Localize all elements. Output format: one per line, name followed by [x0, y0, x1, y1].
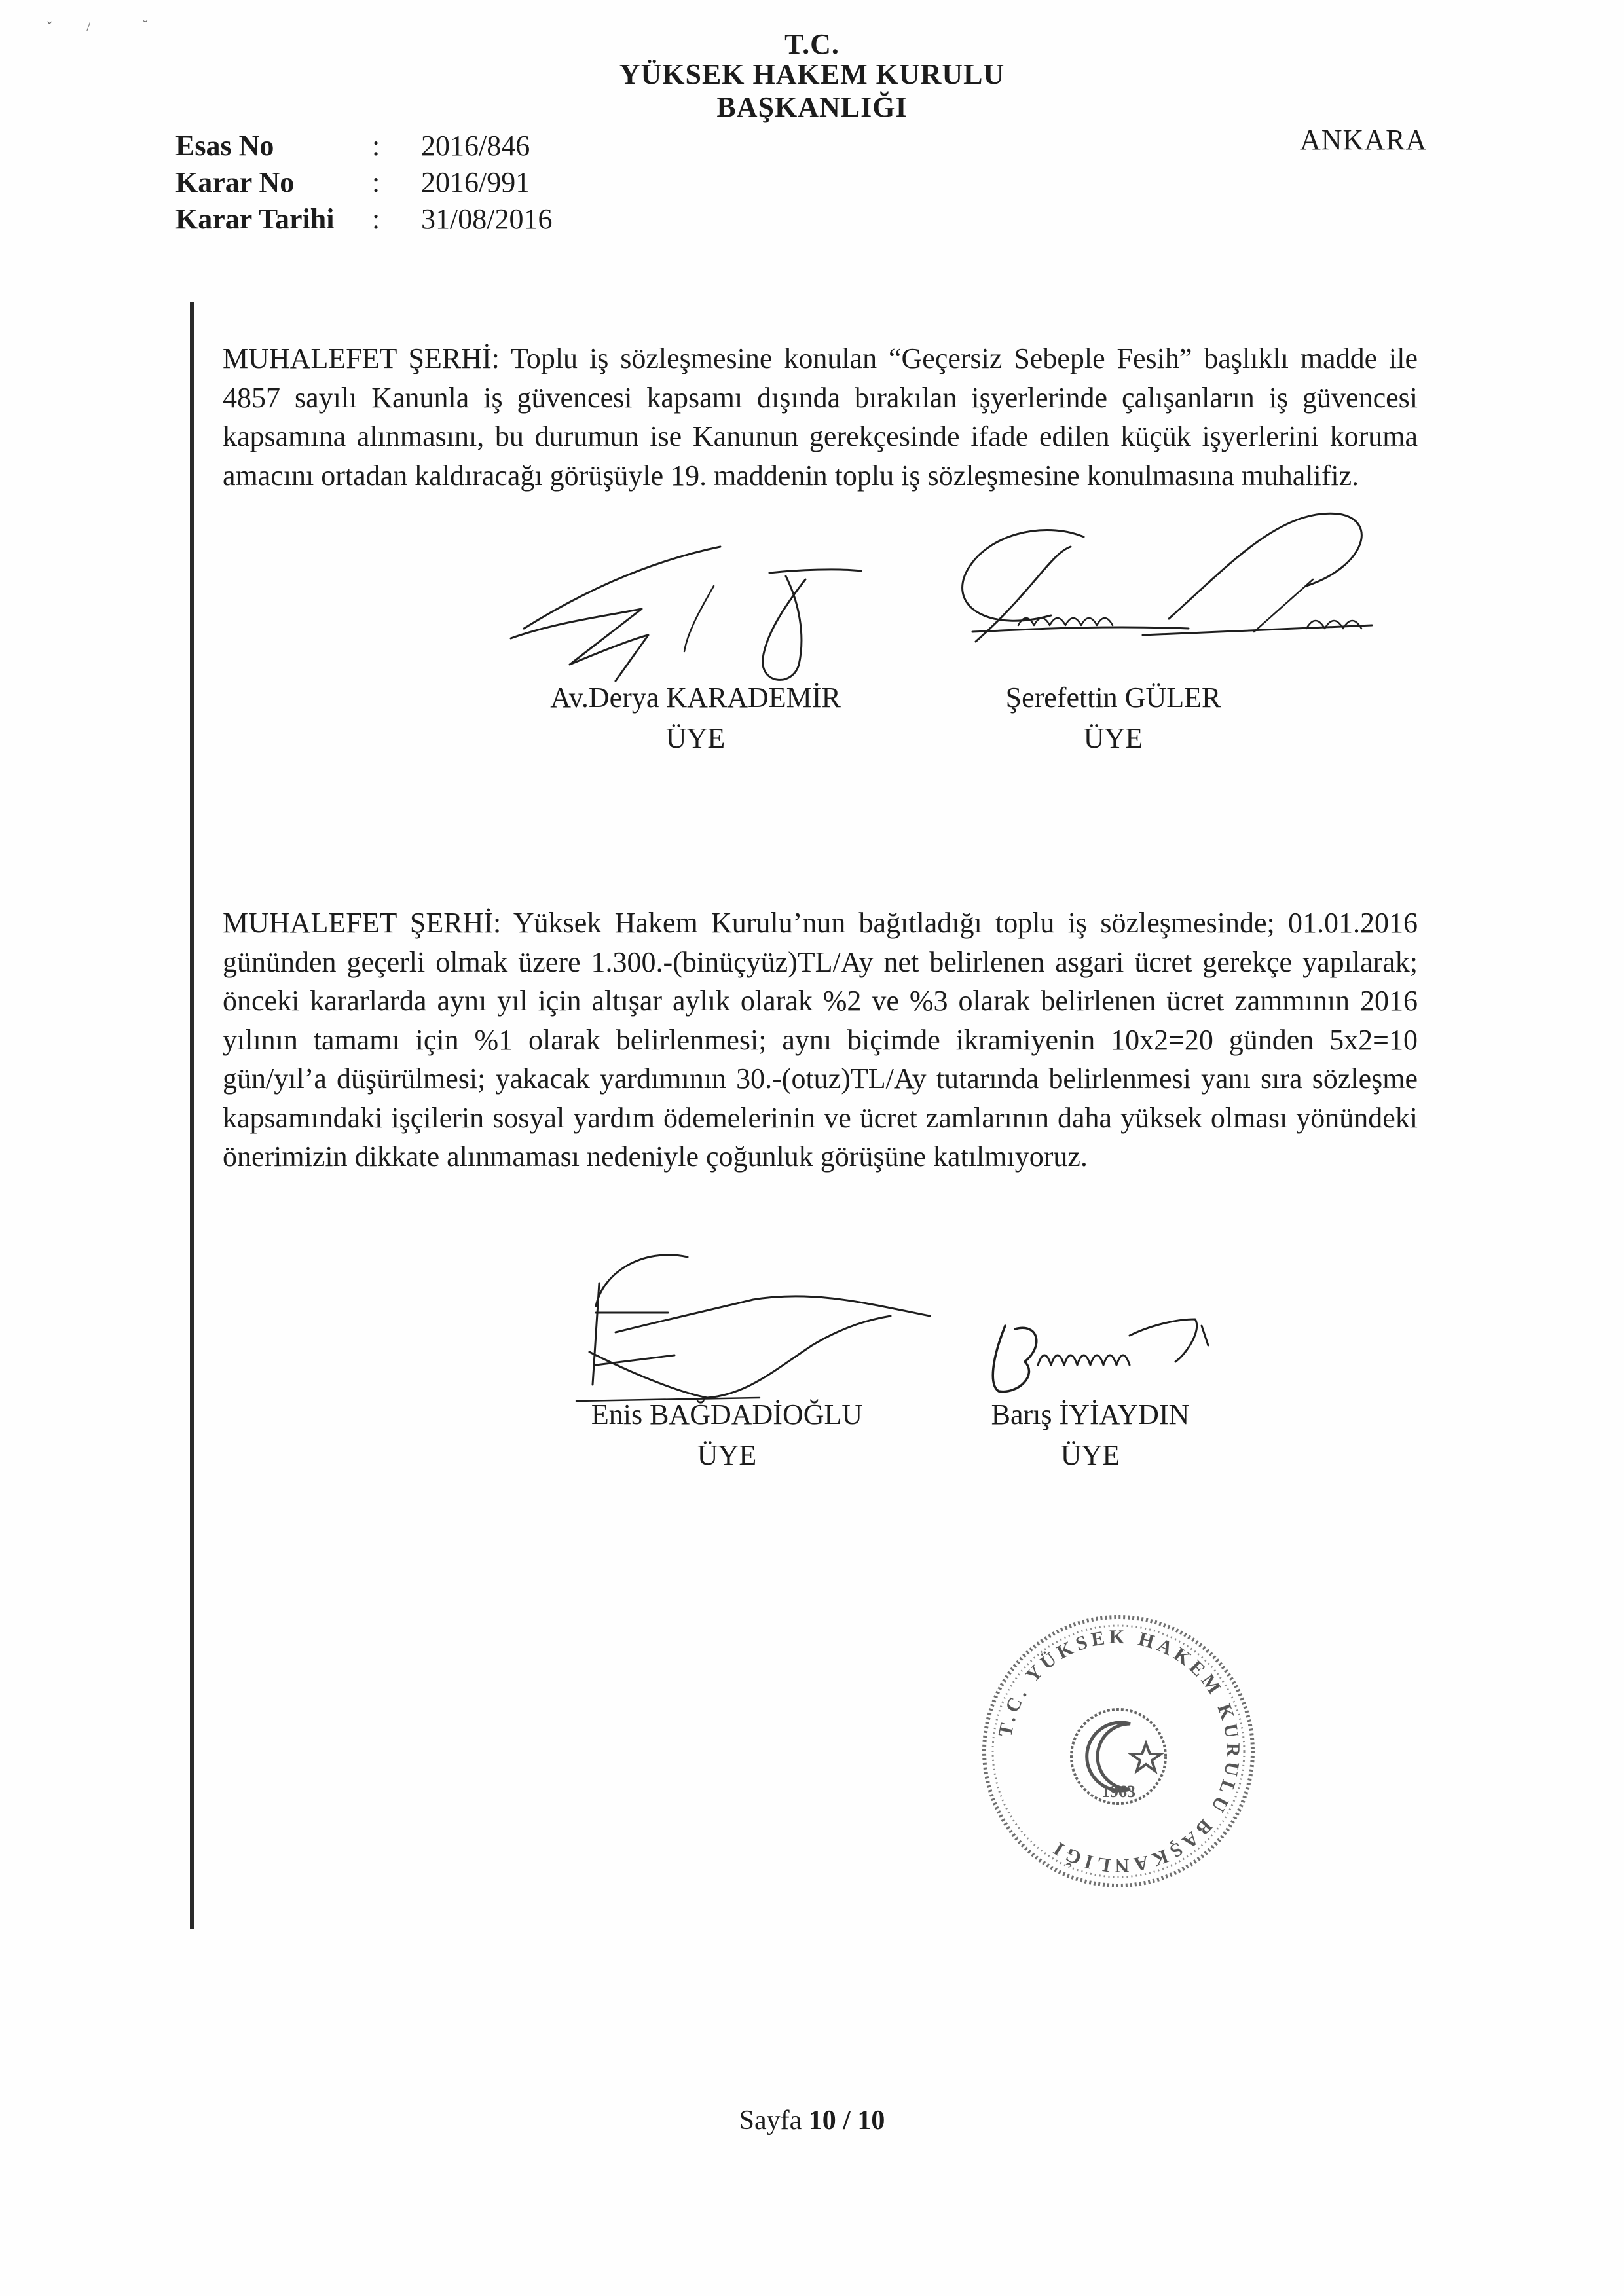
signature-karademir [498, 524, 864, 701]
scan-speck: ˇ [47, 18, 52, 35]
meta-row-karar [175, 164, 552, 201]
header-country: T.C. [784, 28, 840, 60]
meta-value: 31/08/2016 [421, 203, 553, 235]
header-city: ANKARA [1300, 124, 1428, 156]
signatory-3 [550, 1394, 904, 1476]
dissent-paragraph-1: MUHALEFET ŞERHİ: Toplu iş sözleşmesine konulan “Geçersiz Sebeple Fesih” başlıklı madde ile 4857 sayılı Kanunla iş güvencesi kapsamı dışında bırakılan işyerlerinde çalışanların iş güvencesi kapsamına alınmasını, bu durumun ise Kanunun gerekçesinde ifade edilen küçük işyerlerini koruma amacını ortadan kaldıracağı görüşüyle 19. maddenin toplu iş sözleşmesine konulmasına muhalifiz. [223, 342, 1418, 492]
signatory-role: ÜYE [665, 722, 726, 754]
margin-line [190, 302, 194, 1929]
official-seal [974, 1607, 1263, 1895]
signature-guler [913, 494, 1395, 697]
signatory-name: Av.Derya KARADEMİR [550, 682, 841, 714]
meta-value: 2016/991 [421, 166, 530, 198]
meta-colon: : [372, 166, 380, 198]
signatory-name: Enis BAĞDADİOĞLU [591, 1398, 863, 1430]
signatory-role: ÜYE [697, 1439, 757, 1471]
meta-row-tarih [175, 201, 552, 238]
signature-bagdadioglu [563, 1241, 936, 1411]
meta-value: 2016/846 [421, 130, 530, 162]
seal-text [994, 1626, 1244, 1876]
meta-label: Esas No [175, 130, 274, 162]
scan-speck: ˇ [143, 17, 148, 33]
signatory-name: Şerefettin GÜLER [1005, 682, 1221, 714]
signatory-name: Barış İYİAYDIN [991, 1398, 1190, 1430]
signature-iyiaydin [979, 1300, 1234, 1404]
meta-label: Karar Tarihi [175, 203, 335, 235]
seal-text-path: T.C. YÜKSEK HAKEM KURULU BAŞKANLIĞI [994, 1626, 1244, 1877]
signatory-1 [512, 678, 879, 759]
header-department: BAŞKANLIĞI [716, 91, 908, 123]
header-organization: YÜKSEK HAKEM KURULU [619, 58, 1005, 90]
meta-colon: : [372, 203, 380, 235]
page-footer [0, 2105, 1624, 2136]
meta-colon: : [372, 130, 380, 162]
meta-label: Karar No [175, 166, 295, 198]
signatory-4 [913, 1394, 1267, 1476]
signatory-role: ÜYE [1083, 722, 1143, 754]
seal-year: 1963 [1101, 1782, 1135, 1801]
meta-row-esas [175, 128, 552, 164]
signatory-2 [936, 678, 1290, 759]
footer-prefix: Sayfa [739, 2105, 802, 2136]
page-number: 10 / 10 [808, 2105, 885, 2136]
signatory-role: ÜYE [1060, 1439, 1120, 1471]
case-meta [175, 128, 552, 238]
scan-speck: / [86, 18, 91, 35]
dissent-paragraph-2: MUHALEFET ŞERHİ: Yüksek Hakem Kurulu’nun bağıtladığı toplu iş sözleşmesinde; 01.01.2016 gününden geçerli olmak üzere 1.300.-(binüçyüz)TL/Ay net belirlenen asgari ücret gerekçe yapılarak; önceki kararlarda aynı yıl için altışar aylık olarak %2 ve %3 olarak belirlenen ücret zammının 2016 yılının tamamı için %1 olarak belirlenmesi; aynı biçimde ikramiyenin 10x2=20 günden 5x2=10 gün/yıl’a düşürülmesi; yakacak yardımının 30.-(otuz)TL/Ay tutarında belirlenmesi yanı sıra sözleşme kapsamındaki işçilerin sosyal yardım ödemelerinin ve ücret zamlarının daha yüksek olması yönündeki önerimizin dikkate alınmaması nedeniyle çoğunluk görüşüne katılmıyoruz. [223, 907, 1418, 1173]
